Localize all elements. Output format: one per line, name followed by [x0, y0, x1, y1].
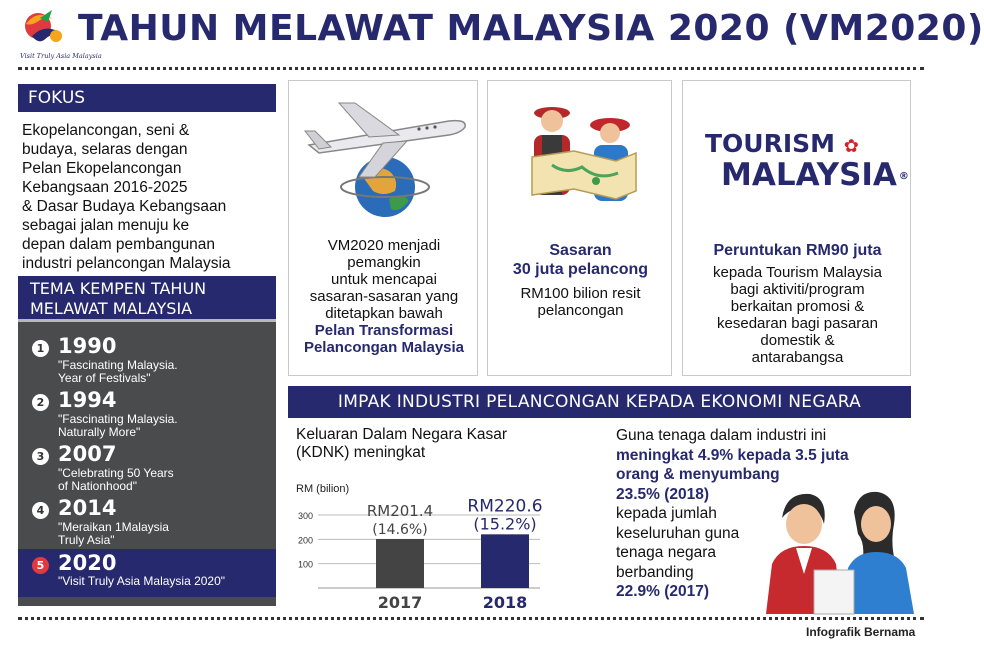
logo-text: Visit Truly Asia Malaysia: [20, 52, 102, 60]
x-tick-label: 2018: [482, 593, 528, 612]
visit-malaysia-logo: [18, 6, 102, 64]
vm2020-text: VM2020 menjadi pemangkin untuk mencapai sasaran-sasaran yang ditetapkan bawah Pelan Transformasi Pelancongan Malaysia: [303, 237, 465, 356]
bottom-divider: [18, 617, 924, 620]
hibiscus-icon: ✿: [843, 136, 859, 157]
target-text: Sasaran 30 juta pelancong RM100 bilion resit pelancongan: [512, 242, 649, 319]
card-vm2020: [288, 80, 478, 376]
page-title: TAHUN MELAWAT MALAYSIA 2020 (VM2020): [78, 8, 984, 49]
bar-2017: [376, 539, 424, 588]
y-axis-label: RM (bilion): [296, 483, 350, 495]
y-tick-label: 300: [298, 511, 314, 521]
airplane-globe-icon: [299, 91, 469, 226]
card-target: [487, 80, 672, 376]
card-tourism-malaysia: [682, 80, 911, 376]
tema-heading: TEMA KEMPEN TAHUN MELAWAT MALAYSIA: [18, 276, 276, 322]
pct-label: (14.6%): [372, 521, 428, 538]
tourism-text: Peruntukan RM90 juta kepada Tourism Malaysia bagi aktiviti/program berkaitan promosi & kesedaran bagi pasaran domestik & antarabangsa: [713, 242, 882, 366]
gdp-heading: Keluaran Dalam Negara Kasar (KDNK) meningkat: [296, 426, 508, 461]
tourists-icon: [512, 95, 652, 230]
tema-panel: 1 1990 "Fascinating Malaysia. Year of Festivals" 2 1994 "Fascinating Malaysia. Naturally More" 3 2007 "Celebrating 50 Years of Nationhood" 4 2014 "Meraikan 1Malaysia Truly Asia" 5 2020 "Visit Truly Asia Malaysia 2020": [18, 322, 276, 606]
data-label: RM220.6: [467, 496, 543, 517]
tourism-malaysia-logo: TOURISM ✿ MALAYSIA ®: [705, 129, 909, 193]
data-label: RM201.4: [366, 501, 434, 520]
y-tick-label: 100: [298, 559, 314, 570]
top-divider: [18, 67, 924, 70]
fokus-body: Ekopelancongan, seni & budaya, selaras dengan Pelan Ekopelancongan Kebangsaan 2016-2025 & Dasar Budaya Kebangsaan sebagai jalan menuju ke depan dalam pembangunan industri pelancongan Malaysia: [22, 122, 231, 272]
pct-label: (15.2%): [473, 514, 537, 534]
workers-icon: [758, 484, 918, 619]
y-tick-label: 200: [298, 535, 314, 546]
highlight-2020: [18, 549, 276, 597]
gdp-chart: [290, 475, 590, 615]
credit: Infografik Bernama: [806, 625, 916, 639]
fokus-heading: FOKUS: [18, 84, 276, 112]
employment-text: Guna tenaga dalam industri ini meningkat 4.9% kepada 3.5 juta orang & menyumbang 23.5% (2018) kepada jumlah keseluruhan guna tenaga negara berbanding 22.9% (2017): [616, 427, 849, 600]
x-tick-label: 2017: [377, 593, 423, 612]
impak-heading: IMPAK INDUSTRI PELANCONGAN KEPADA EKONOMI NEGARA: [288, 386, 911, 418]
bar-2018: [481, 534, 529, 588]
